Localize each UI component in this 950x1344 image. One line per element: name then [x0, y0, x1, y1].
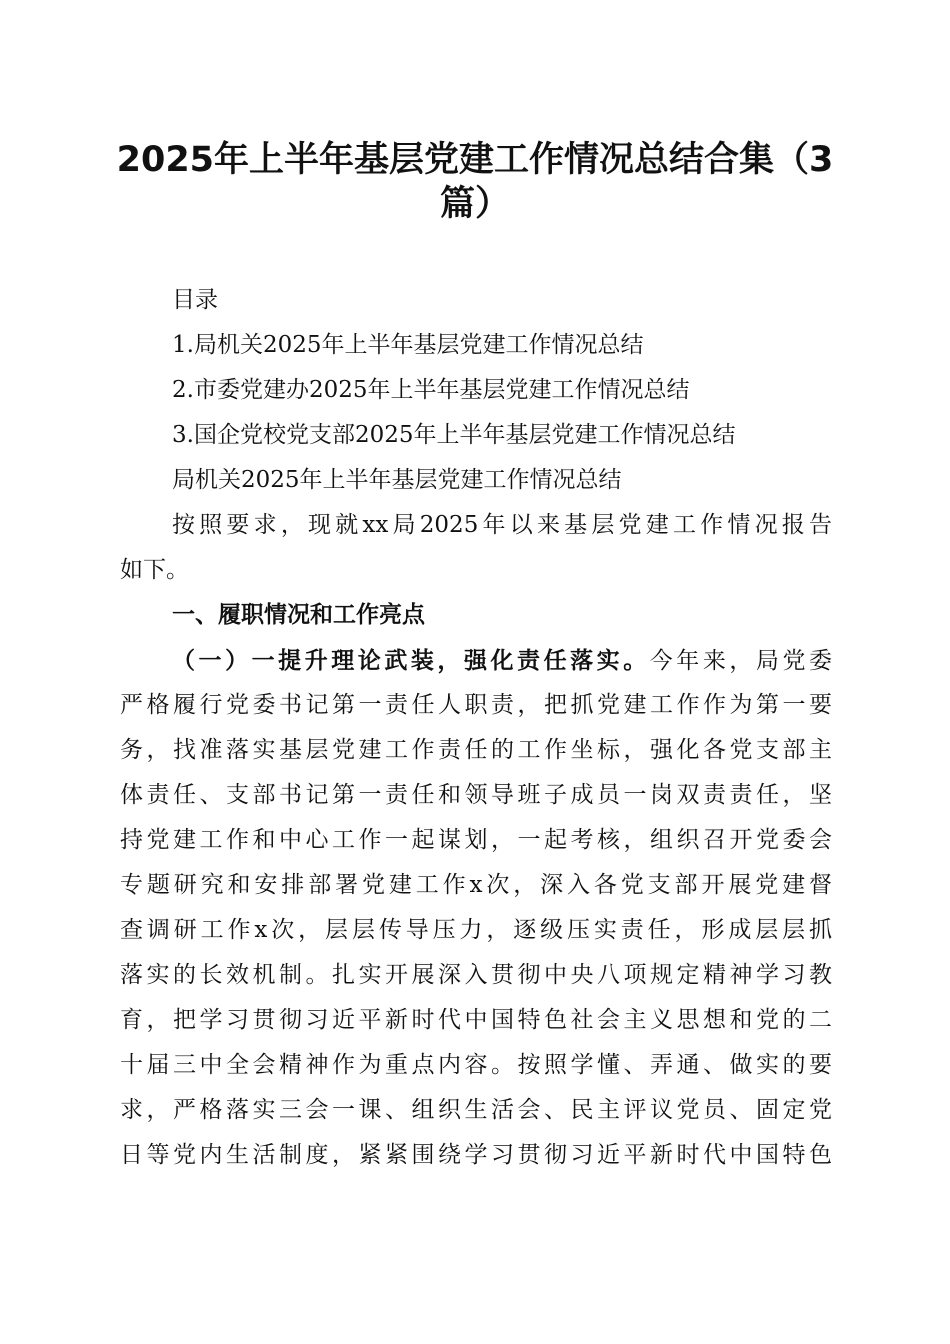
document-title-line-2: 篇）	[439, 184, 510, 224]
paragraph-line: 务，找准落实基层党建工作责任的工作坐标，强化各党支部主	[120, 737, 832, 763]
paragraph-line: 日等党内生活制度，紧紧围绕学习贯彻习近平新时代中国特色	[120, 1142, 832, 1168]
paragraph-line: 十届三中全会精神作为重点内容。按照学懂、弄通、做实的要	[120, 1052, 832, 1078]
paragraph-line: 持党建工作和中心工作一起谋划，一起考核，组织召开党委会	[120, 827, 832, 853]
toc-label: 目录	[172, 287, 218, 313]
document-title-line-1: 2025年上半年基层党建工作情况总结合集（3	[116, 140, 834, 180]
toc-item: 3.国企党校党支部2025年上半年基层党建工作情况总结	[172, 422, 736, 448]
paragraph-line: 查调研工作x次，层层传导压力，逐级压实责任，形成层层抓	[120, 917, 832, 943]
paragraph-text: 今年来，局党委	[649, 648, 832, 674]
paragraph-line: 专题研究和安排部署党建工作x次，深入各党支部开展党建督	[120, 872, 832, 898]
subsection-lead: （一）一提升理论武装，强化责任落实。	[172, 647, 650, 674]
intro-paragraph-line: 按照要求，现就xx局2025年以来基层党建工作情况报告	[172, 512, 832, 538]
paragraph-line: 育，把学习贯彻习近平新时代中国特色社会主义思想和党的二	[120, 1007, 832, 1033]
article-title: 局机关2025年上半年基层党建工作情况总结	[172, 467, 622, 493]
paragraph-line: 求，严格落实三会一课、组织生活会、民主评议党员、固定党	[120, 1097, 832, 1123]
paragraph-line: 严格履行党委书记第一责任人职责，把抓党建工作作为第一要	[120, 692, 832, 718]
intro-paragraph-line: 如下。	[120, 557, 189, 583]
paragraph-line: 落实的长效机制。扎实开展深入贯彻中央八项规定精神学习教	[120, 962, 832, 988]
paragraph-line	[120, 638, 832, 683]
toc-item: 1.局机关2025年上半年基层党建工作情况总结	[172, 332, 644, 358]
toc-item: 2.市委党建办2025年上半年基层党建工作情况总结	[172, 377, 690, 403]
document-body	[120, 278, 832, 1178]
paragraph-line: 体责任、支部书记第一责任和领导班子成员一岗双责责任，坚	[120, 782, 832, 808]
section-heading: 一、履职情况和工作亮点	[172, 602, 425, 628]
document-title	[100, 138, 850, 226]
